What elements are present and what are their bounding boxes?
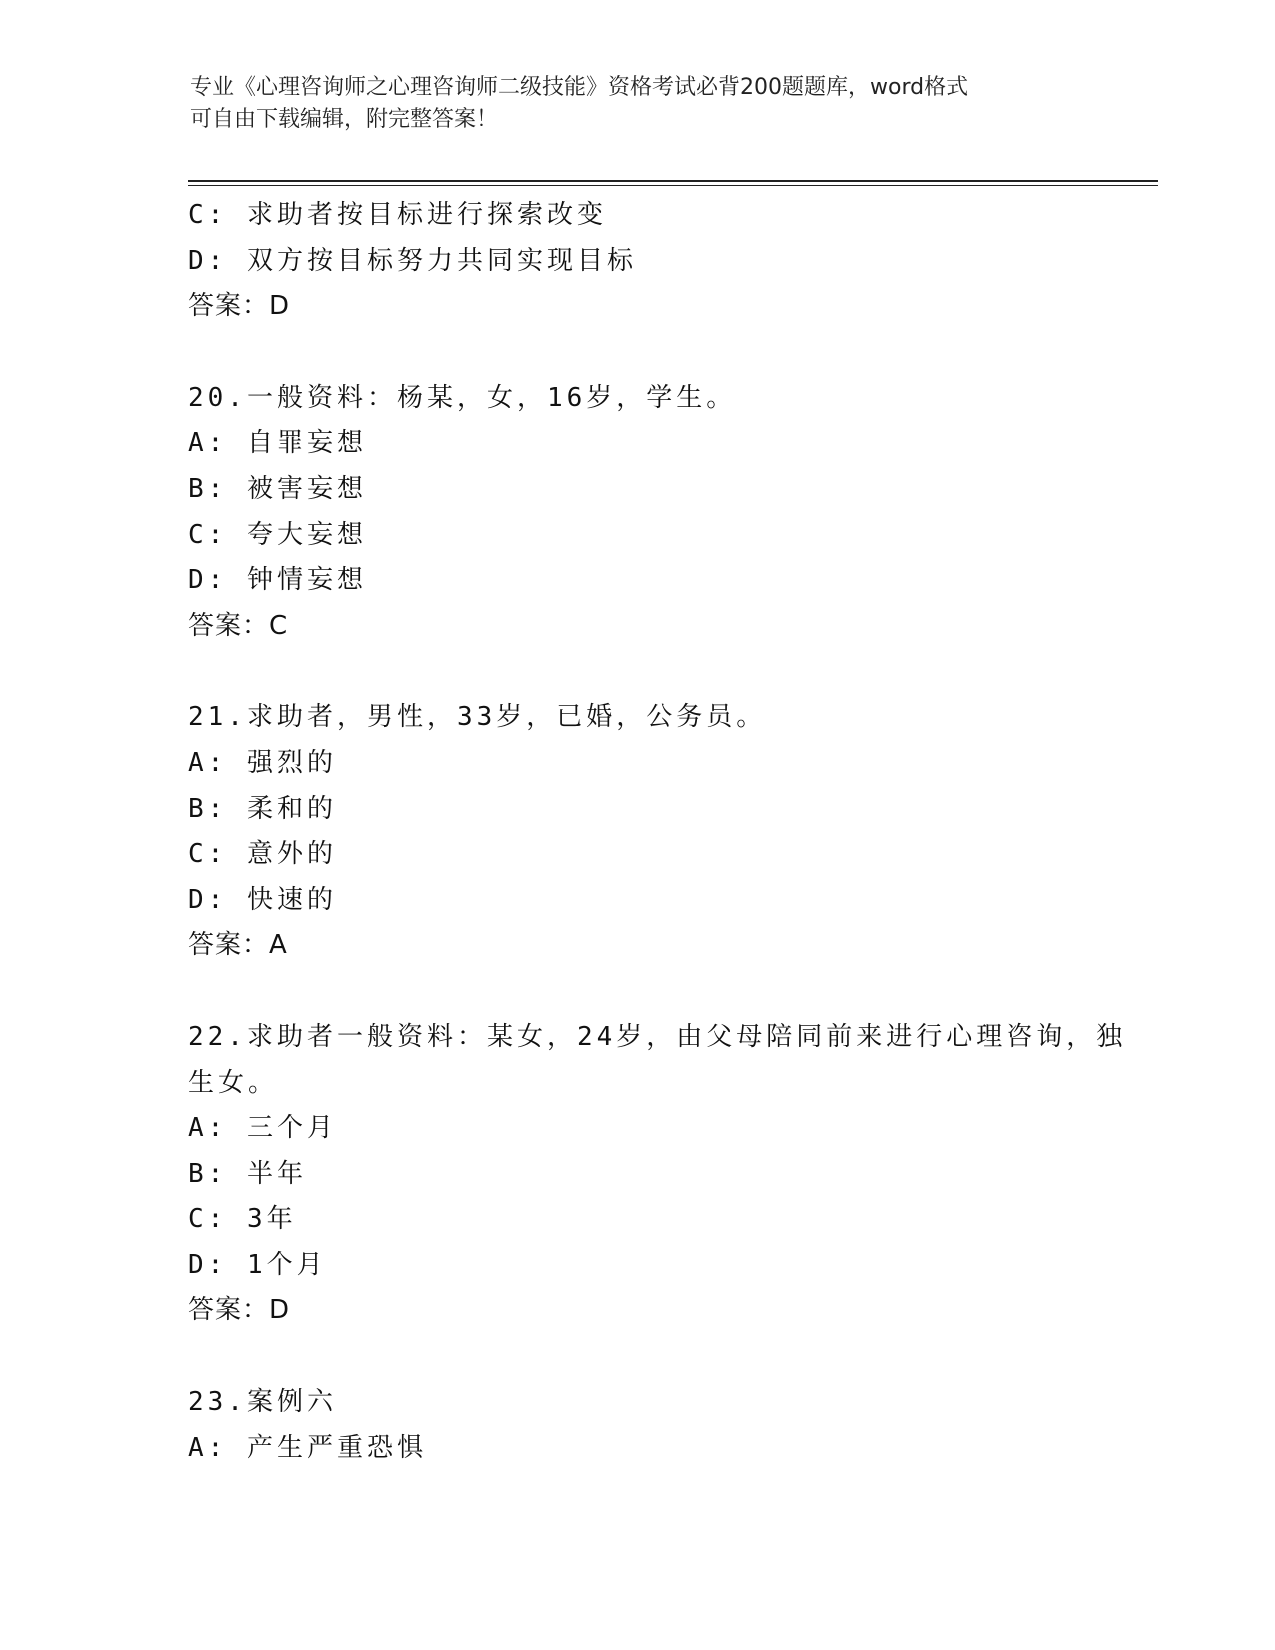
answer-line: 答案：C [188, 610, 289, 641]
option-d: D: 1个月 [188, 1249, 327, 1280]
header-rule-thick [188, 180, 1158, 182]
option-c: C: 夸大妄想 [188, 519, 367, 550]
option-a: A: 强烈的 [188, 747, 337, 778]
block-spacer [188, 330, 1128, 376]
question-text: 23.案例六 [188, 1387, 337, 1418]
document-header [190, 72, 1090, 136]
question-list [188, 193, 1128, 1471]
option-c: C: 求助者按目标进行探索改变 [188, 200, 607, 230]
option-a: A: 自罪妄想 [188, 428, 367, 459]
header-line-2: 可自由下载编辑，附完整答案！ [190, 107, 499, 132]
option-d: D: 双方按目标努力共同实现目标 [188, 245, 637, 276]
option-a: A: 产生严重恐惧 [188, 1432, 427, 1463]
option-a: A: 三个月 [188, 1113, 337, 1144]
header-rule-thin [188, 185, 1158, 186]
question-text: 22.求助者一般资料：某女，24岁，由父母陪同前来进行心理咨询，独 [188, 1021, 1127, 1052]
block-spacer [188, 969, 1128, 1015]
answer-line: 答案：D [188, 291, 291, 322]
option-d: D: 快速的 [188, 884, 337, 915]
block-spacer [188, 1334, 1128, 1380]
answer-line: 答案：D [188, 1295, 291, 1326]
option-b: B: 半年 [188, 1158, 307, 1189]
question-block [188, 1015, 1128, 1334]
option-b: B: 柔和的 [188, 793, 337, 824]
question-text-continued: 生女。 [188, 1067, 279, 1098]
header-line-1: 专业《心理咨询师之心理咨询师二级技能》资格考试必背200题题库，word格式 [190, 75, 969, 100]
question-block [188, 193, 1128, 330]
question-text: 21.求助者，男性，33岁，已婚，公务员。 [188, 702, 767, 733]
question-block [188, 1380, 1128, 1471]
question-block [188, 376, 1128, 650]
block-spacer [188, 649, 1128, 695]
option-c: C: 3年 [188, 1204, 297, 1235]
answer-line: 答案：A [188, 930, 288, 961]
option-b: B: 被害妄想 [188, 473, 367, 504]
option-d: D: 钟情妄想 [188, 565, 367, 596]
question-block [188, 695, 1128, 969]
option-c: C: 意外的 [188, 839, 337, 870]
question-text: 20.一般资料：杨某，女，16岁，学生。 [188, 382, 737, 413]
